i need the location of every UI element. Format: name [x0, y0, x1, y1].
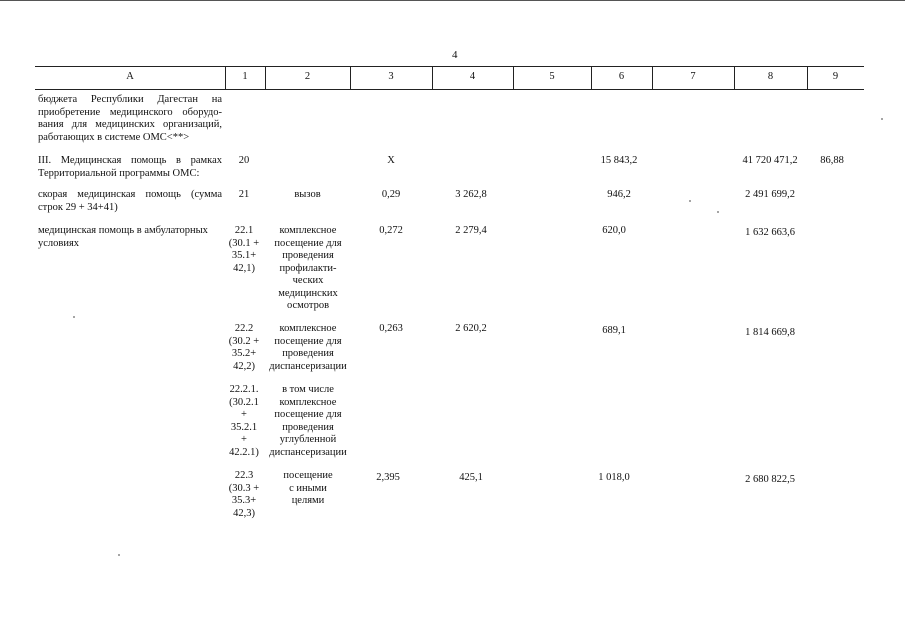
cell-col-8: 2 491 699,2 [745, 189, 795, 200]
header-col-1: 1 [242, 71, 248, 82]
cell-col-2: в том числе комплексное посещение для проведения углубленной диспансеризации [269, 384, 347, 458]
cell-col-8: 1 632 663,6 [745, 227, 795, 238]
header-col-5: 5 [549, 71, 555, 82]
scan-speck [689, 200, 691, 202]
cell-col-8: 2 680 822,5 [745, 474, 795, 485]
scan-speck [118, 554, 120, 556]
header-col-3: 3 [388, 71, 394, 82]
header-col-a: А [126, 71, 134, 82]
header-top-rule [35, 66, 864, 67]
cell-col-2: комплексное посещение для проведения диспансеризации [269, 323, 347, 372]
cell-col-6: 1 018,0 [598, 472, 630, 483]
cell-col-6: 620,0 [602, 225, 626, 236]
scan-speck [881, 118, 883, 120]
cell-col-4: 3 262,8 [455, 189, 487, 200]
cell-col-3: 0,272 [379, 225, 403, 236]
header-col-2: 2 [304, 71, 311, 82]
cell-col-2: комплексное посещение для проведения профилакти- ческих медицинских осмотров [274, 225, 342, 311]
cell-col-8: 1 814 669,8 [745, 327, 795, 338]
row-code: 21 [238, 189, 250, 200]
cell-col-3: 2,395 [376, 472, 400, 483]
header-col-6: 6 [618, 71, 625, 82]
cell-col-3: 0,263 [379, 323, 403, 334]
header-col-4: 4 [469, 71, 476, 82]
row-code: 22.1 (30.1 + 35.1+ 42,1) [228, 225, 260, 274]
scan-speck [717, 211, 719, 213]
row-code: 22.3 (30.3 + 35.3+ 42,3) [228, 470, 260, 519]
cell-col-6: 689,1 [602, 325, 626, 336]
page-top-edge [0, 0, 905, 4]
row-code: 22.2.1. (30.2.1 + 35.2.1 + 42.2.1) [229, 384, 259, 458]
cell-col-3: Х [387, 155, 395, 166]
header-col-8: 8 [767, 71, 774, 82]
cell-col-4: 2 620,2 [455, 323, 487, 334]
row-label: бюджета Республики Дагестан на приобретение медицинского оборудо-вания для медицинских организаций, работающих в системе ОМС<**> [38, 94, 222, 143]
cell-col-2: вызов [294, 189, 321, 200]
cell-col-6: 946,2 [607, 189, 631, 200]
cell-col-3: 0,29 [381, 189, 401, 200]
row-code: 22.2 (30.2 + 35.2+ 42,2) [228, 323, 260, 372]
scan-speck [73, 316, 75, 318]
row-label: медицинская помощь в амбулаторных условиях [38, 225, 208, 249]
cell-col-4: 425,1 [459, 472, 483, 483]
row-label: скорая медицинская помощь (сумма строк 29 + 34+41) [38, 189, 222, 213]
header-col-7: 7 [690, 71, 696, 82]
cell-col-4: 2 279,4 [455, 225, 487, 236]
row-label: III. Медицинская помощь в рамках Территориальной программы ОМС: [38, 155, 222, 179]
cell-col-2: посещение с иными целями [283, 470, 333, 506]
header-bottom-rule [35, 89, 864, 90]
row-code: 20 [238, 155, 250, 166]
page-number: 4 [452, 49, 458, 61]
cell-col-8: 41 720 471,2 [742, 155, 798, 166]
cell-col-6: 15 843,2 [600, 155, 638, 166]
header-col-9: 9 [832, 71, 839, 82]
cell-col-9: 86,88 [820, 155, 844, 166]
